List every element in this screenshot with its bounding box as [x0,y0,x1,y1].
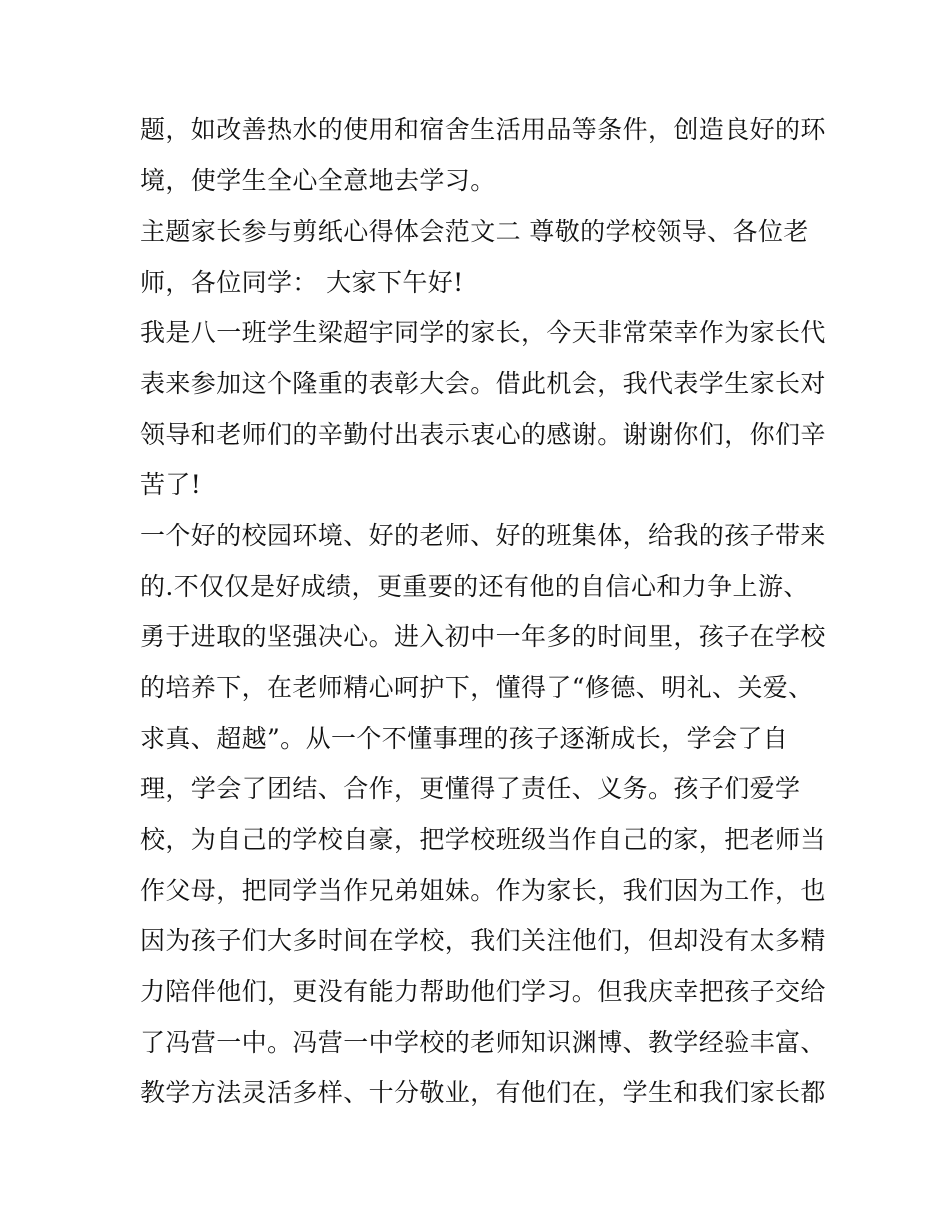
text-line: 师，各位同学： 大家下午好! [140,268,464,297]
text-line: 领导和老师们的辛勤付出表示衷心的感谢。谢谢你们，你们辛 [140,420,826,449]
text-line: 理，学会了团结、合作，更懂得了责任、义务。孩子们爱学 [140,774,801,803]
text-line: 的.不仅仅是好成绩，更重要的还有他的自信心和力争上游、 [140,572,809,601]
text-line: 的培养下，在老师精心呵护下，懂得了“修德、明礼、关爱、 [140,673,814,702]
text-line: 我是八一班学生梁超宇同学的家长，今天非常荣幸作为家长代 [140,318,826,347]
text-line: 境，使学生全心全意地去学习。 [140,166,496,195]
text-line: 求真、超越”。从一个不懂事理的孩子逐渐成长，学会了自 [140,724,789,753]
text-line: 题，如改善热水的使用和宿舍生活用品等条件，创造良好的环 [140,115,826,144]
text-line: 力陪伴他们，更没有能力帮助他们学习。但我庆幸把孩子交给 [140,977,826,1006]
text-line: 因为孩子们大多时间在学校，我们关注他们，但却没有太多精 [140,926,826,955]
text-line: 表来参加这个隆重的表彰大会。借此机会，我代表学生家长对 [140,369,826,398]
text-line: 教学方法灵活多样、十分敬业，有他们在，学生和我们家长都 [140,1078,826,1107]
text-line: 作父母，把同学当作兄弟姐妹。作为家长，我们因为工作，也 [140,876,826,905]
text-line: 主题家长参与剪纸心得体会范文二 尊敬的学校领导、各位老 [140,217,809,246]
text-line: 苦了! [140,470,202,499]
text-line: 勇于进取的坚强决心。进入初中一年多的时间里，孩子在学校 [140,622,826,651]
text-line: 一个好的校园环境、好的老师、好的班集体，给我的孩子带来 [140,521,826,550]
text-line: 校，为自己的学校自豪，把学校班级当作自己的家，把老师当 [140,825,826,854]
text-line: 了冯营一中。冯营一中学校的老师知识渊博、教学经验丰富、 [140,1028,826,1057]
